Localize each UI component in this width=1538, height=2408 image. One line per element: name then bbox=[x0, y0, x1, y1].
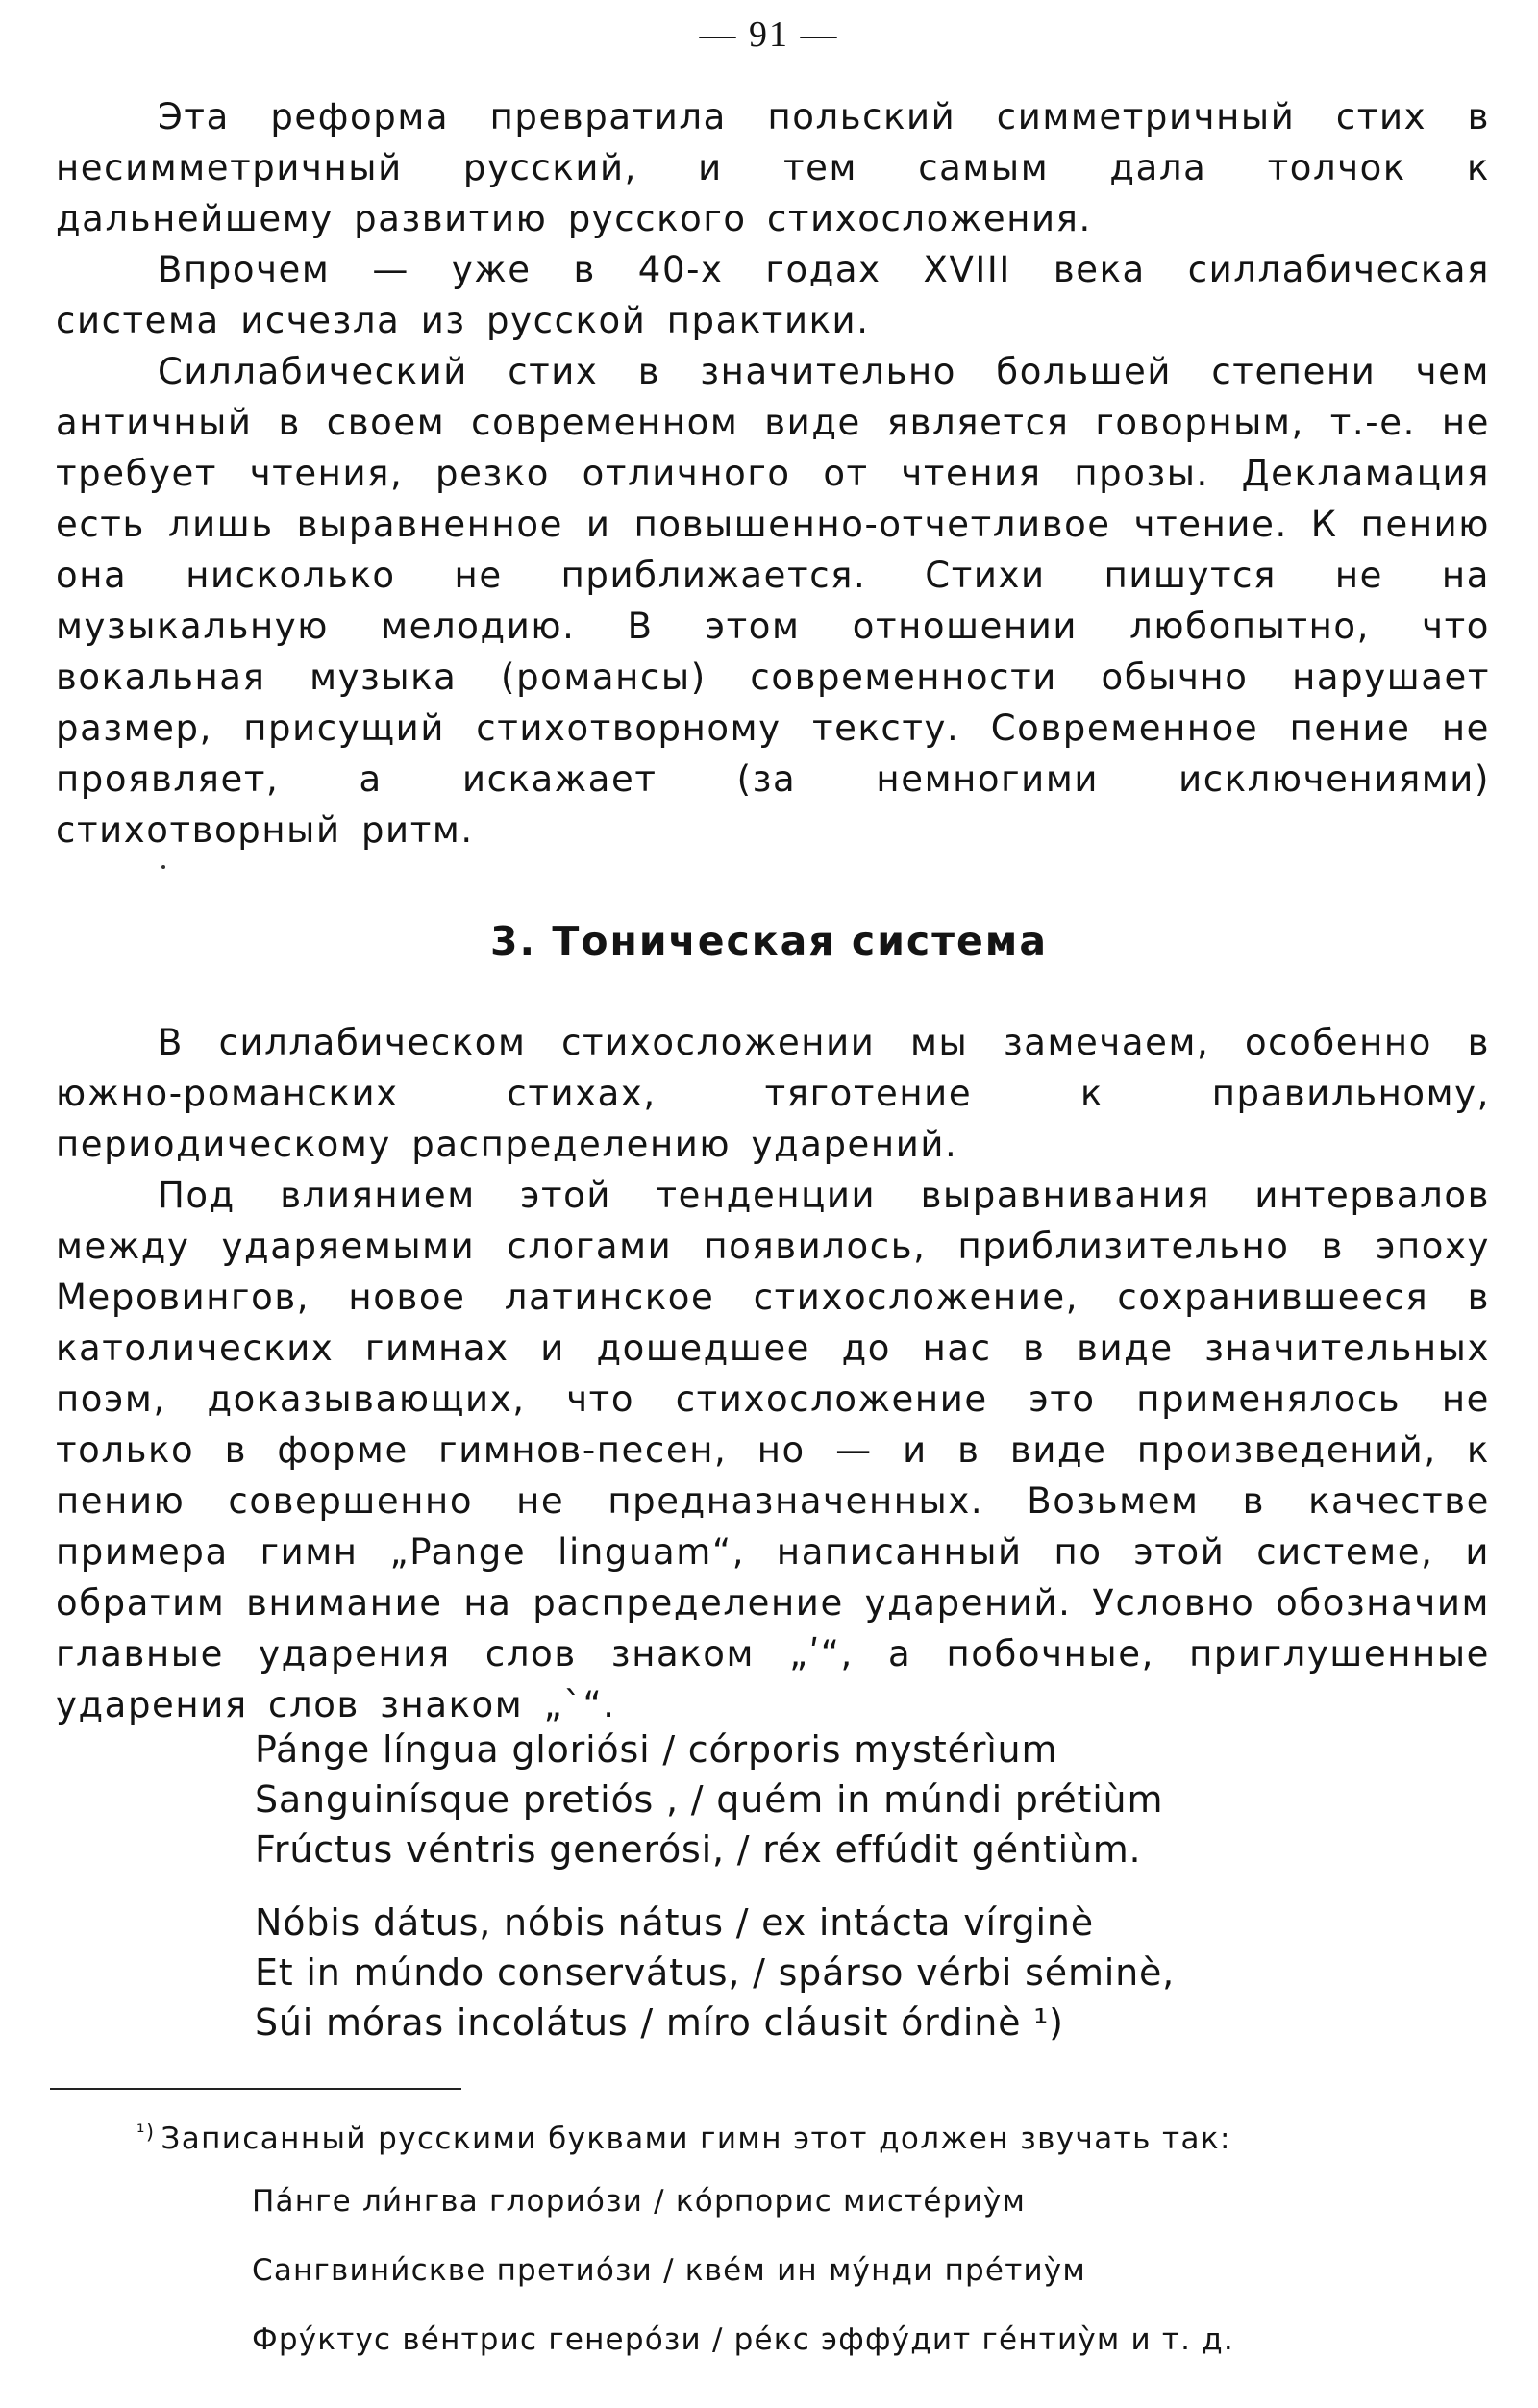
stray-mark bbox=[161, 865, 165, 869]
footnote-intro bbox=[136, 2111, 1231, 2160]
section-heading: 3. Тоническая система bbox=[489, 918, 1048, 964]
footnote-divider bbox=[50, 2088, 461, 2090]
verse-line: Frúctus véntris generósi, / réx effúdit géntiùm. bbox=[255, 1828, 1142, 1871]
paragraph-reform: Эта реформа превратила польский симметричный стих в несимметричный русский, и тем самым дала толчок к дальнейшему развитию русского стихосложения. bbox=[56, 96, 1490, 239]
paragraph-18th-century: Впрочем — уже в 40-х годах XVIII века силлабическая система исчезла из русской практики. bbox=[56, 249, 1490, 341]
verse-line: Nóbis dátus, nóbis nátus / ex intácta vírginè bbox=[255, 1901, 1094, 1944]
verse-line: Et in múndo conservátus, / spárso vérbi séminè, bbox=[255, 1951, 1176, 1994]
footnote-marker: ¹) bbox=[136, 2121, 156, 2144]
verse-line: Sanguinísque pretiós , / quém in múndi prétiùm bbox=[255, 1778, 1164, 1821]
footnote-intro-text: Записанный русскими буквами гимн этот должен звучать так: bbox=[161, 2122, 1231, 2156]
footnote-line: Па́нге ли́нгва глорио́зи / ко́рпорис мисте́риу̀м bbox=[252, 2184, 1027, 2219]
footnote-line: Фру́ктус ве́нтрис генеро́зи / ре́кс эффу́дит ге́нтиу̀м и т. д. bbox=[252, 2322, 1234, 2357]
paragraph-syllabic-tendency: В силлабическом стихосложении мы замечаем, особенно в южно-романских стихах, тяготение к правильному, периодическому распределению ударений. bbox=[56, 1022, 1490, 1165]
verse-line: Pánge língua gloriósi / córporis mystérìum bbox=[255, 1728, 1058, 1771]
paragraph-syllabic-verse: Силлабический стих в значительно большей степени чем античный в своем современном виде является говорным, т.-е. не требует чтения, резко отличного от чтения прозы. Декламация есть лишь выравненное и повышенно-отчетливое чтение. К пению она нисколько не приближается. Стихи пишутся не на музыкальную мелодию. В этом отношении любопытно, что вокальная музыка (романсы) современности обычно нарушает размер, присущий стихотворному тексту. Современное пение не проявляет, а искажает (за немногими исключениями) стихотворный ритм. bbox=[56, 351, 1490, 851]
verse-line: Súi móras incolátus / míro cláusit órdinè ¹) bbox=[255, 2001, 1064, 2044]
page-number: — 91 — bbox=[699, 14, 839, 55]
footnote-line: Сангвини́скве претио́зи / кве́м ин му́нди пре́тиу̀м bbox=[252, 2253, 1086, 2288]
paragraph-latin-versification: Под влиянием этой тенденции выравнивания интервалов между ударяемыми слогами появилось, приблизительно в эпоху Меровингов, новое латинское стихосложение, сохранившееся в католических гимнах и дошедшее до нас в виде значительных поэм, доказывающих, что стихосложение это применялось не только в форме гимнов-песен, но — и в виде произведений, к пению совершенно не предназначенных. Возьмем в качестве примера гимн „Pange linguam“, написанный по этой системе, и обратим внимание на распределение ударений. Условно обозначим главные ударения слов знаком „ʹ“, а побочные, приглушенные ударения слов знаком „`“. bbox=[56, 1175, 1490, 1725]
